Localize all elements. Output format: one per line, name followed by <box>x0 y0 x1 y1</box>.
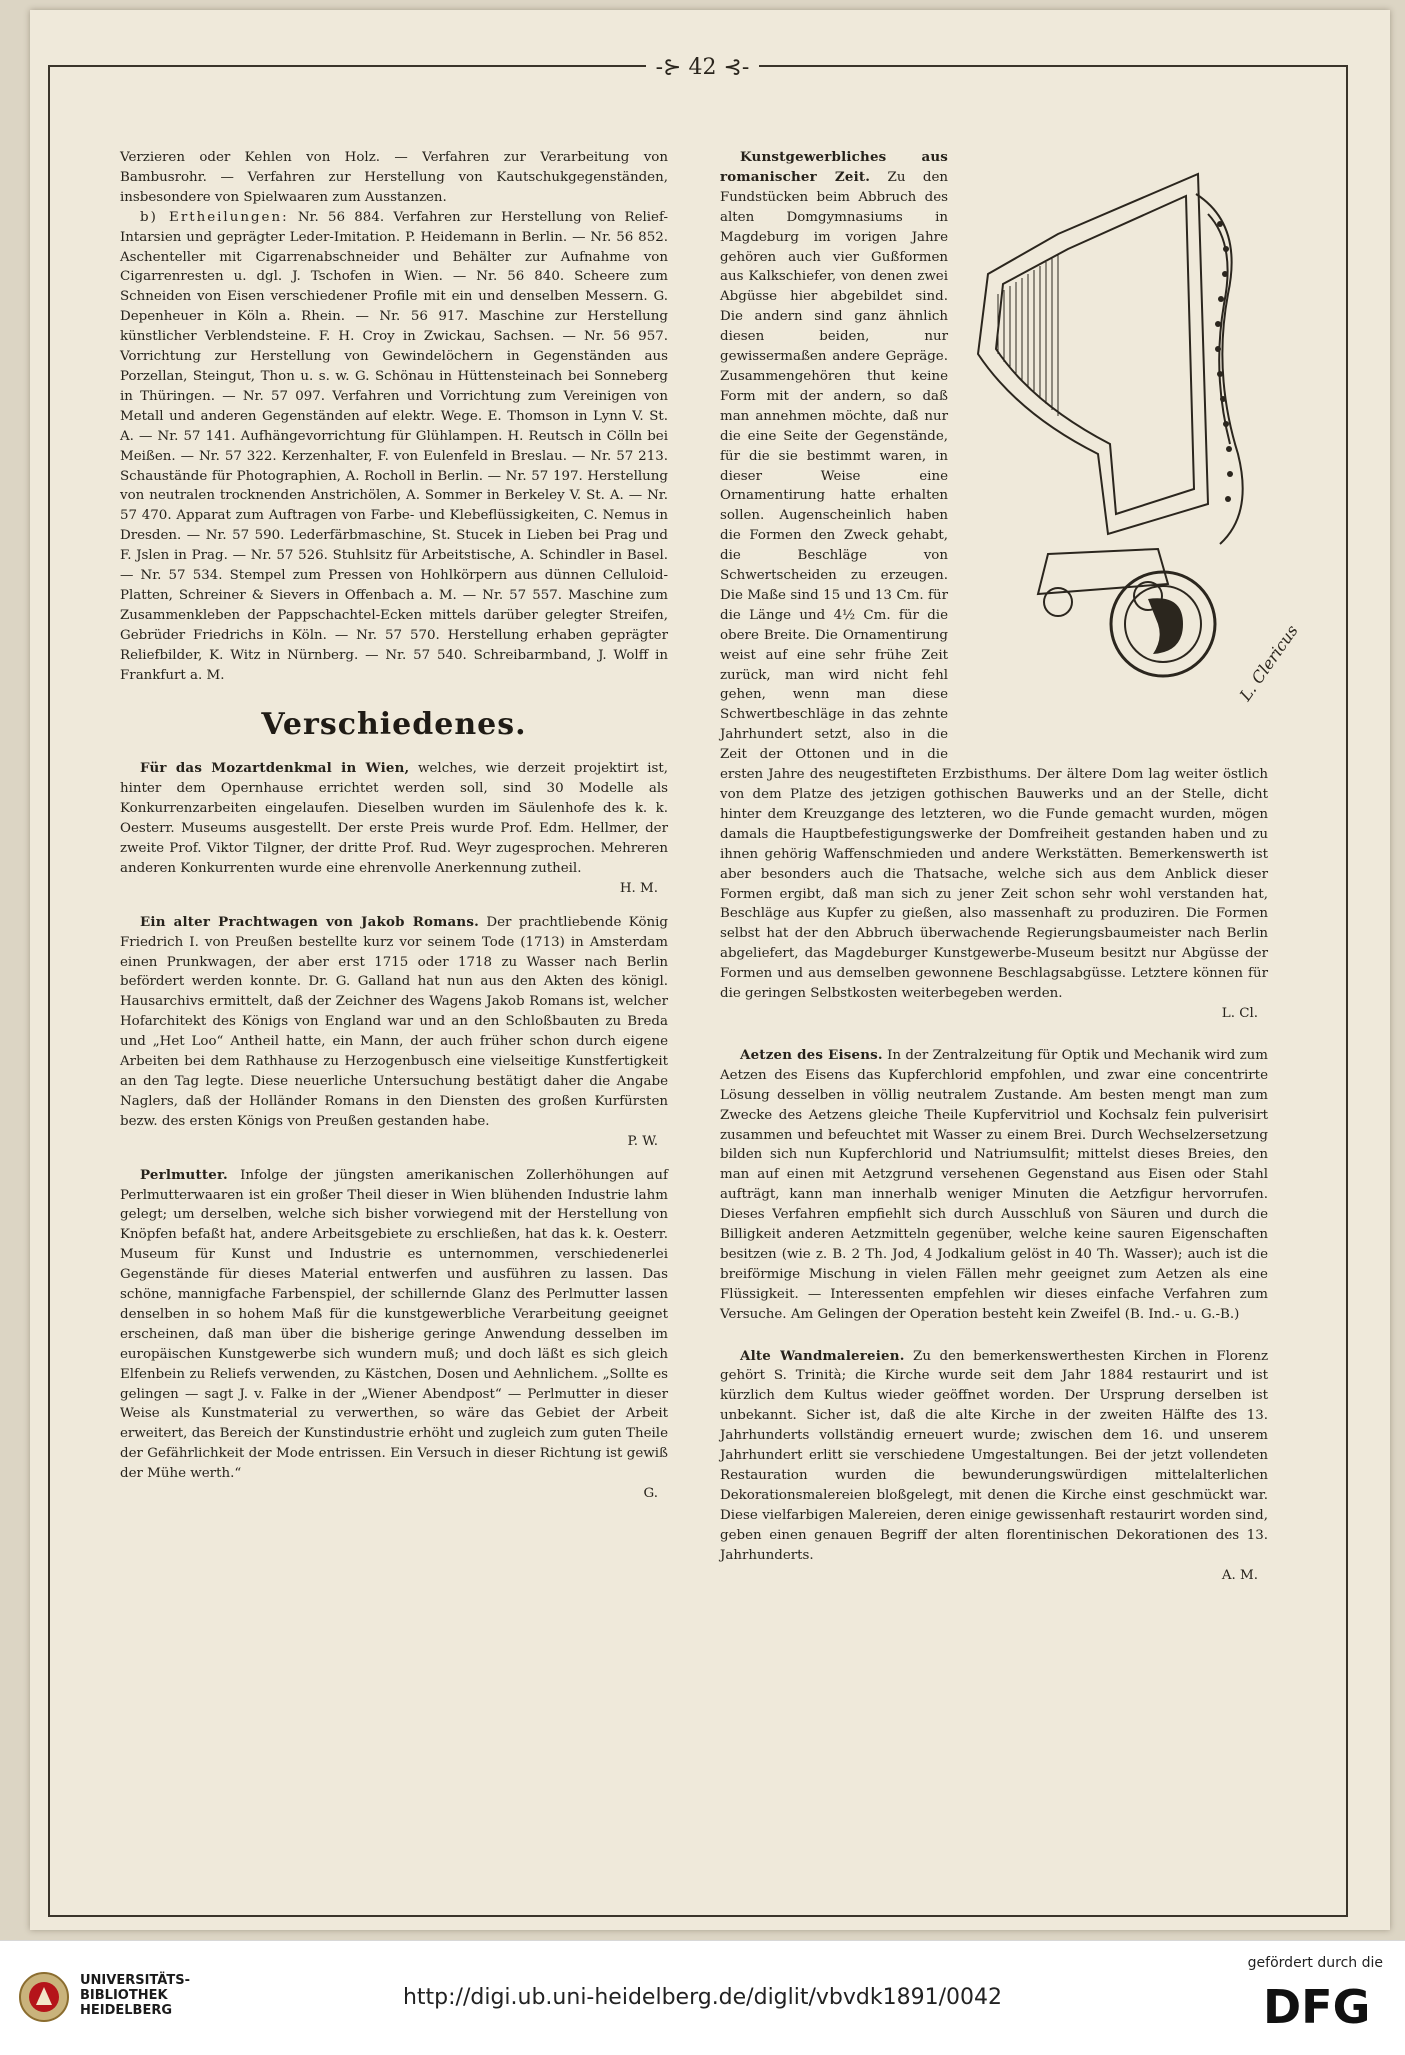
medallion-head <box>1111 572 1215 676</box>
page-header-ornament-right: ⊰- <box>723 55 750 80</box>
sword-fitting-illustration <box>958 154 1302 744</box>
patents-text: Nr. 56 884. Verfahren zur Herstellung von Relief-Intarsien und geprägter Leder-Imitation. P. Heidemann in Berlin. — Nr. 56 852. Aschenteller mit Cigarrenabschneider und Behälter zur Aufnahme von Cigarrenresten u. dgl. J. Tschofen in Wien. — Nr. 56 840. Scheere zum Schneiden von Eisen verschiedener Profile mit ein und denselben Messern. G. Depenheuer in Köln a. Rhein. — Nr. 56 917. Maschine zur Herstellung künstlicher Verblendsteine. F. H. Croy in Zwickau, Sachsen. — Nr. 56 957. Vorrichtung zur Herstellung von Gewindelöchern in Gegenständen aus Porzellan, Steingut, Thon u. s. w. G. Schönau in Hüttensteinach bei Sonneberg in Thüringen. — Nr. 57 097. Verfahren und Vorrichtung zum Vereinigen von Metall und anderen Gegenständen auf elektr. Wege. E. Thomson in Lynn V. St. A. — Nr. 57 141. Aufhängevorrichtung für Glühlampen. H. Reutsch in Cölln bei Meißen. — Nr. 57 322. Kerzenhalter, F. von Eulenfeld in Breslau. — Nr. 57 213. Schaustände für Photographien, A. Rocholl in Berlin. — Nr. 57 197. Herstellung von neutralen trocknenden Anstrichölen, A. Sommer in Berkeley V. St. A. — Nr. 57 470. Apparat zum Auftragen von Farbe- und Klebeflüssigkeiten, C. Nemus in Dresden. — Nr. 57 590. Lederfärbmaschine, St. Stucek in Lieben bei Prag und F. Jslen in Prag. — Nr. 57 526. Stuhlsitz für Arbeitstische, A. Schindler in Basel. — Nr. 57 534. Stempel zum Pressen von Hohlkörpern aus dünnen Celluloid-Platten, Schreiner & Sievers in Offenbach a. M. — Nr. 57 557. Maschine zum Zusammenkleben der Pappschachtel-Ecken mittels darüber gelegter Streifen, Gebrüder Friedrichs in Köln. — Nr. 57 570. Herstellung erhaben geprägter Reliefbilder, K. Witz in Nürnberg. — Nr. 57 540. Schreibarmband, J. Wolff in Frankfurt a. M. <box>120 209 668 683</box>
fitting-inner-shape <box>996 196 1194 514</box>
section-title: Verschiedenes. <box>261 707 527 743</box>
article-mozart-body: welches, wie derzeit projektirt ist, hinter dem Opernhause errichtet werden soll, sind 30 Modelle als Konkurrenzarbeiten eingelaufen. Dieselben wurden im Säulenhofe des k. k. Oesterr. Museums ausgestellt. Der erste Preis wurde Prof. Edm. Hellmer, der zweite Prof. Viktor Tilgner, der dritte Prof. Rud. Weyr zugesprochen. Mehreren anderen Konkurrenten wurde eine ehrenvolle Anerkennung zutheil. <box>120 761 668 876</box>
article-mozart <box>120 759 668 878</box>
article-wagen-heading: Ein alter Prachtwagen von Jakob Romans. <box>140 913 479 930</box>
article-eisen-heading: Aetzen des Eisens. <box>740 1046 883 1063</box>
article-perlmutter <box>120 1166 668 1485</box>
article-wandmalereien <box>720 1347 1268 1566</box>
article-wandmalereien-heading: Alte Wandmalereien. <box>740 1347 905 1364</box>
funding-note: gefördert durch die <box>1247 1955 1383 1971</box>
patents-paragraph <box>120 208 668 686</box>
university-name-line: UNIVERSITÄTS- <box>80 1973 190 1988</box>
fitting-outer-shape <box>978 174 1208 534</box>
spacer <box>120 899 668 913</box>
university-name-line: HEIDELBERG <box>80 2003 173 2018</box>
dfg-logo-text: DFG <box>1263 1980 1371 2034</box>
patents-label: b) Ertheilungen: <box>140 209 289 225</box>
article-perlmutter-signature: G. <box>643 1486 658 1502</box>
spacer <box>120 1152 668 1166</box>
article-mozart-heading: Für das Mozartdenkmal in Wien, <box>140 760 410 777</box>
article-eisen-signature: (B. Ind.- u. G.-B.) <box>1124 1306 1240 1322</box>
article-wagen-signature: P. W. <box>627 1133 658 1149</box>
article-romanisch-body: Zu den Fundstücken beim Abbruch des alten Domgymnasiums in Magdeburg im vorigen Jahre gehören auch vier Gußformen aus Kalkschiefer, von denen zwei Abgüsse hier abgebildet sind. Die andern sind ganz ähnlich diesen beiden, nur gewissermaßen andere Gepräge. Zusammengehören thut keine Form mit der andern, so daß man annehmen möchte, daß nur die eine Seite der Gegenstände, für die sie bestimmt waren, in dieser Weise eine Ornamentirung hatte erhalten sollen. Augenscheinlich haben die Formen den Zweck gehabt, die Beschläge von Schwertscheiden zu erzeugen. Die Maße sind 15 und 13 Cm. für die Länge und 4½ Cm. für die obere Breite. Die Ornamentirung weist auf eine sehr frühe Zeit zurück, man wird nicht fehl gehen, wenn man diese Schwertbeschläge in das zehnte Jahrhundert setzt, also in die Zeit der Ottonen und in die ersten Jahre des neugestifteten Erzbisthums. Der ältere Dom lag weiter östlich von dem Platze des jetzigen gothischen Bauwerks und an der Stelle, dicht hinter dem Kreuzgange des letzteren, wo die Funde gemacht wurden, mögen damals die Hauptbefestigungswerke der Domfreiheit gestanden haben und zu ihnen gehörig Waffenschmieden und andere Werkstätten. Bemerkenswerth ist aber besonders auch die Thatsache, welche sich aus dem Anblick dieser Formen ergibt, daß man sich zu jener Zeit schon sehr wohl verstanden hat, Beschläge aus Kupfer zu gießen, also massenhaft zu produziren. Die Formen selbst hat der den Abbruch überwachende Regierungsbaumeister nach Berlin abgeliefert, das Magdeburger Kunstgewerbe-Museum besitzt nur Abgüsse der Formen und aus demselben gewonnene Beschlagsabgüsse. Letztere können für die geringen Selbstkosten weiterbegeben werden. <box>720 169 1268 1002</box>
fitting-hatching <box>998 254 1058 416</box>
figure-artist-signature: L. Clericus <box>1235 621 1302 705</box>
page-header <box>0 55 1405 80</box>
footer-bar <box>0 1940 1405 2055</box>
left-column <box>120 148 668 1504</box>
university-name-line: BIBLIOTHEK <box>80 1988 168 2003</box>
spacer <box>720 1024 1268 1046</box>
article-wagen-body: Der prachtliebende König Friedrich I. von Preußen bestellte kurz vor seinem Tode (1713) in Amsterdam einen Prunkwagen, der aber erst 1715 oder 1718 zu Wasser nach Berlin befördert werden konnte. Dr. G. Galland hat nun aus den Akten des königl. Hausarchivs ermittelt, daß der Zeichner des Wagens Jakob Romans ist, welcher Hofarchitekt des Königs von England war und an den Schloßbauten zu Breda und „Het Loo“ Antheil hatte, ein Mann, der auch früher schon durch eigene Arbeiten bei dem Rathhause zu Herzogenbusch eine vielseitige Kunstfertigkeit an den Tag legte. Diese neuerliche Untersuchung bestätigt daher die Angabe Naglers, daß der Holländer Romans in den Diensten des großen Kurfürsten bezw. des ersten Königs von Preußen gestanden habe. <box>120 914 668 1129</box>
article-wandmalereien-signature: A. M. <box>1221 1567 1258 1583</box>
article-mozart-signature: H. M. <box>619 880 658 896</box>
fitting-bead-row <box>1215 221 1233 502</box>
spacer <box>720 1325 1268 1347</box>
article-perlmutter-heading: Perlmutter. <box>140 1166 228 1183</box>
dfg-logo-icon <box>1263 1979 1383 2034</box>
page-number: 42 <box>688 55 717 80</box>
permalink-url[interactable]: http://digi.ub.uni-heidelberg.de/diglit/vbvdk1891/0042 <box>402 1985 1003 2010</box>
patents-intro-text: Verzieren oder Kehlen von Holz. — Verfahren zur Verarbeitung von Bambusrohr. — Verfahren zur Herstellung von Kautschukgegenständen, insbesondere von Spielwaaren zum Ausstanzen. <box>120 150 668 205</box>
article-perlmutter-body: Infolge der jüngsten amerikanischen Zollerhöhungen auf Perlmutterwaaren ist ein großer Theil dieser in Wien blühenden Industrie lahm gelegt; um derselben, welche sich bisher vorwiegend mit der Herstellung von Knöpfen befaßt hat, andere Arbeitsgebiete zu erschließen, hat das k. k. Oesterr. Museum für Kunst und Industrie es unternommen, verschiedenerlei Gegenstände für dieses Material entwerfen und ausführen zu lassen. Das schöne, mannigfache Farbenspiel, der schillernde Glanz des Perlmutter lassen denselben in so hohem Maß für die kunstgewerbliche Verarbeitung geeignet erscheinen, daß man über die bisherige geringe Anwendung desselben im europäischen Kunstgewerbe sich wundern muß; und doch läßt es sich gleich Elfenbein zu Reliefs verwenden, zu Kästchen, Dosen und Aehnlichem. „Sollte es gelingen — sagt J. v. Falke in der „Wiener Abendpost“ — Perlmutter in dieser Weise als Kunstmaterial zu verwerthen, so wäre das Gebiet der Arbeit erweitert, das Bereich der Kunstindustrie erhöht und zugleich zum guten Theile der Gefährlichkeit der Mode entrissen. Ein Versuch in dieser Richtung ist gewiß der Mühe werth.“ <box>120 1167 668 1482</box>
article-eisen-body: In der Zentralzeitung für Optik und Mechanik wird zum Aetzen des Eisens das Kupferchlorid empfohlen, und zwar eine concentrirte Lösung desselben in völlig neutralem Zustande. Am besten mengt man zum Zwecke des Aetzens gleiche Theile Kupfervitriol und Kochsalz fein pulverisirt zusammen und befeuchtet mit Wasser zu einem Brei. Durch Wechselzersetzung bilden sich nun Kupferchlorid und Natriumsulfit; mittelst dieses Breies, den man auf einen mit Aetzgrund versehenen Gegenstand aus Eisen oder Stahl aufträgt, kann man innerhalb weniger Minuten die Aetzfigur hervorrufen. Dieses Verfahren empfiehlt sich durch Ausschluß von Säuren und durch die Billigkeit anderen Aetzmitteln gegenüber, welche keine sauren Eigenschaften besitzen (wie z. B. 2 Th. Jod, 4 Jodkalium gelöst in 40 Th. Wasser); auch ist die breiförmige Mischung in vielen Fällen mehr geeignet zum Aetzen als eine Flüssigkeit. — Interessenten empfehlen wir dieses einfache Verfahren zum Versuche. Am Gelingen der Operation besteht kein Zweifel <box>720 1047 1268 1322</box>
page-header-ornament-left: -⊱ <box>655 55 682 80</box>
right-column <box>720 148 1302 1585</box>
article-romanisch-signature: L. Cl. <box>1221 1005 1258 1021</box>
article-eisen <box>720 1046 1268 1325</box>
article-wandmalereien-body: Zu den bemerkenswerthesten Kirchen in Florenz gehört S. Trinità; die Kirche wurde seit dem Jahr 1884 restaurirt und ist kürzlich dem Kultus wieder geöffnet worden. Der Ursprung derselben ist unbekannt. Sicher ist, daß die alte Kirche in der zweiten Hälfte des 13. Jahrhunderts vollständig erneuert wurde; zwischen dem 16. und unserem Jahrhundert erlitt sie verschiedene Umgestaltungen. Bei der jetzt vollendeten Restauration wurden die bewunderungswürdigen mittelalterlichen Dekorationsmalereien bloßgelegt, mit denen die Kirche einst geschmückt war. Diese vielfarbigen Malereien, deren einige gewissenhaft restaurirt worden sind, geben einen genauen Begriff der alten florentinischen Dekorationen des 13. Jahrhunderts. <box>720 1348 1268 1563</box>
article-romanisch-heading: Kunstgewerbliches aus romanischer Zeit. <box>720 149 948 185</box>
fitting-volute-base <box>1038 549 1168 616</box>
article-wagen <box>120 913 668 1132</box>
